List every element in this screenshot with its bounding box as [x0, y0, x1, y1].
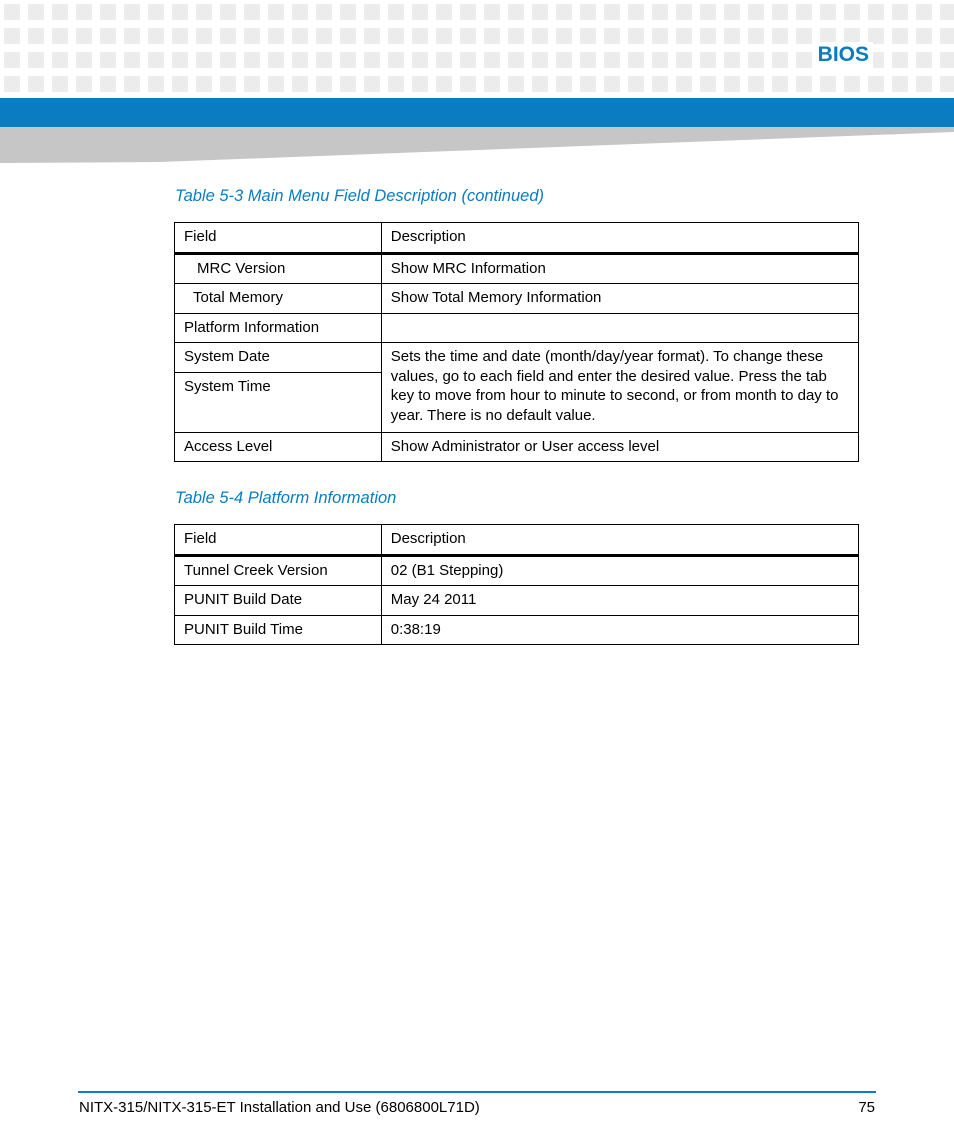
table-cell-description: 02 (B1 Stepping)	[381, 555, 858, 586]
table2	[174, 524, 859, 645]
field-label: MRC Version	[197, 259, 286, 277]
table-row	[175, 343, 859, 373]
table2-header-field: Field	[175, 525, 382, 556]
table-cell-description: May 24 2011	[381, 586, 858, 616]
header-blue-bar	[0, 98, 954, 127]
table-cell-field: Platform Information	[175, 313, 382, 343]
table-row	[175, 586, 859, 616]
table-cell-description: Sets the time and date (month/day/year format). To change these values, go to each field and enter the desired value. Press the tab key to move from hour to minute to second, or from month to day to year. There is no default value.	[381, 343, 858, 433]
field-label: Total Memory	[193, 289, 284, 306]
table-cell-description: Show Administrator or User access level	[381, 432, 858, 462]
table-cell-description: Show MRC Information	[381, 253, 858, 284]
table-row	[175, 313, 859, 343]
table-cell-description	[381, 313, 858, 343]
section-title: BIOS	[814, 42, 873, 68]
footer-document-title: NITX-315/NITX-315-ET Installation and Use (6806800L71D)	[79, 1099, 480, 1116]
table1-header-row	[175, 223, 859, 254]
table-cell-description: Show Total Memory Information	[381, 284, 858, 314]
table-row	[175, 615, 859, 645]
table2-header-row	[175, 525, 859, 556]
table1	[174, 222, 859, 462]
header-gray-swoosh	[0, 127, 954, 167]
table-cell-field: PUNIT Build Time	[175, 615, 382, 645]
table-cell-field	[175, 284, 382, 314]
footer-rule	[78, 1091, 876, 1093]
table-row	[175, 284, 859, 314]
table-cell-field: System Date	[175, 343, 382, 373]
table1-header-field: Field	[175, 223, 382, 254]
table-cell-field: PUNIT Build Date	[175, 586, 382, 616]
table1-header-description: Description	[381, 223, 858, 254]
table-cell-field: Tunnel Creek Version	[175, 555, 382, 586]
table-row	[175, 555, 859, 586]
header-pattern-graphic	[0, 0, 954, 98]
page-number: 75	[858, 1099, 875, 1116]
table1-caption: Table 5-3 Main Menu Field Description (continued)	[175, 187, 544, 205]
table-cell-field: Access Level	[175, 432, 382, 462]
table-cell-field	[175, 253, 382, 284]
table-row	[175, 432, 859, 462]
table-row	[175, 253, 859, 284]
table2-header-description: Description	[381, 525, 858, 556]
table-cell-field: System Time	[175, 372, 382, 432]
header-pattern	[0, 0, 954, 98]
table2-caption: Table 5-4 Platform Information	[175, 489, 397, 507]
table-cell-description: 0:38:19	[381, 615, 858, 645]
